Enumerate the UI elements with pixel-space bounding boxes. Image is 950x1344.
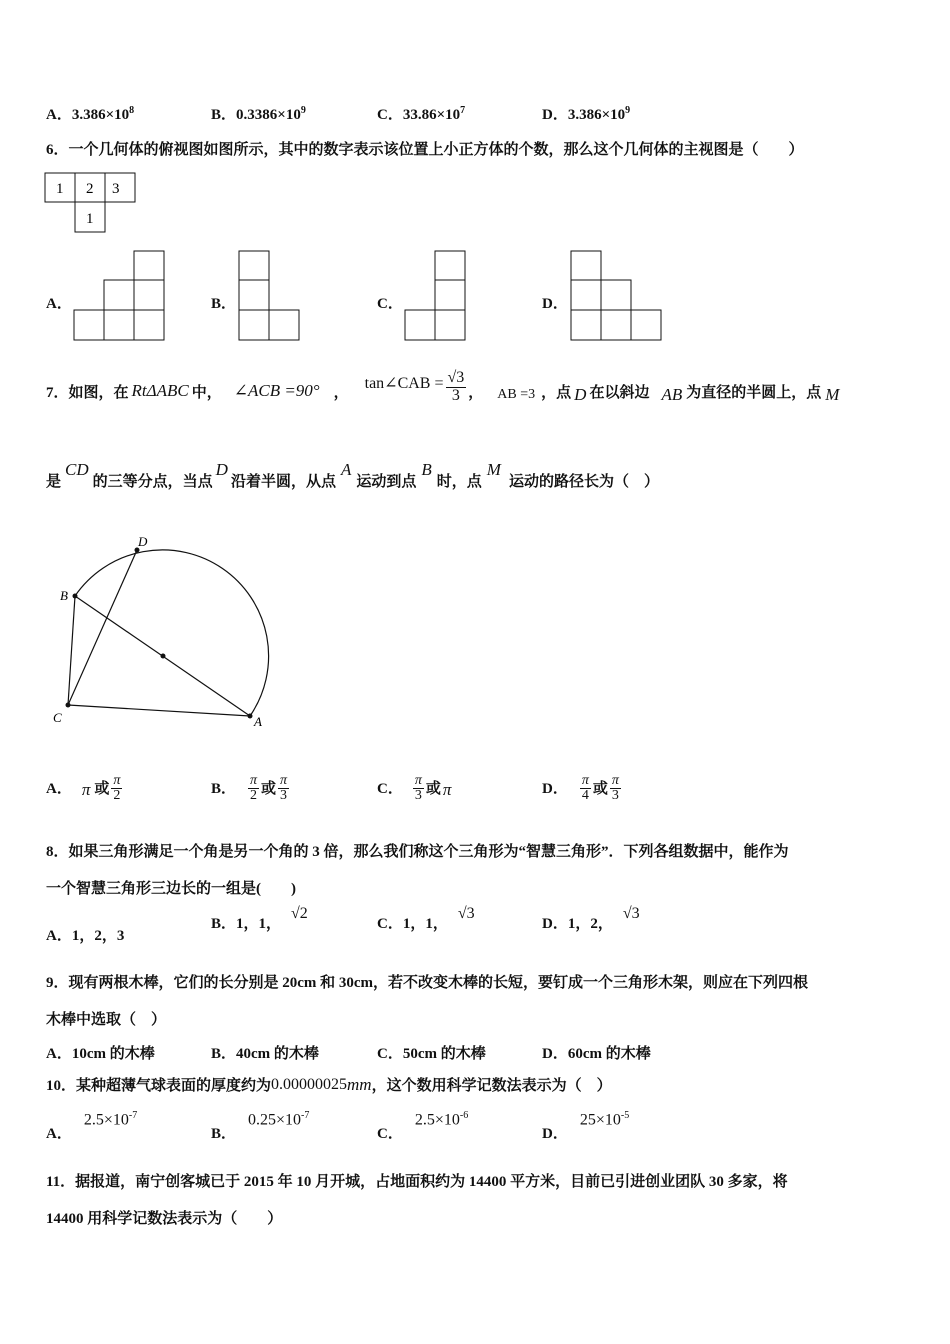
q7-option-c: C． $\frac{\pi}{3}$ 或 π bbox=[377, 772, 452, 804]
label-c: C bbox=[53, 710, 62, 725]
q9-stem-line2: 木棒中选取（ ） bbox=[46, 1012, 167, 1028]
q6-label-b: B． bbox=[211, 296, 237, 312]
q8-option-a: A．1，2，3 bbox=[46, 928, 125, 944]
q10-option-b: B． $0.25\times 10^{-7}$ bbox=[211, 1110, 310, 1142]
side-bc bbox=[68, 596, 75, 705]
label-d: D bbox=[138, 534, 148, 549]
q6-option-b-figure bbox=[238, 250, 300, 342]
q8-option-c: C．1，1， √3 bbox=[377, 905, 475, 932]
label-b: B bbox=[60, 588, 68, 603]
q9-stem-line1: 9．现有两根木棒，它们的长分别是 20cm 和 30cm，若不改变木棒的长短，要钉成一个三角形木架，则应在下列四根 bbox=[46, 975, 809, 991]
q8-stem-line1: 8．如果三角形满足一个角是另一个角的 3 倍，那么我们称这个三角形为“智慧三角形”．下列各组数据中，能作为 bbox=[46, 844, 789, 860]
q5-option-a: A．$3.386\times 10^8$ bbox=[46, 105, 135, 123]
grid-cell-4: 1 bbox=[86, 211, 94, 227]
q10-option-c: C． $2.5\times 10^{-6}$ bbox=[377, 1110, 469, 1142]
q9-option-d: D．60cm 的木棒 bbox=[542, 1046, 651, 1062]
q5-option-d: D．$3.386\times 10^9$ bbox=[542, 105, 631, 123]
q6-option-c-figure bbox=[404, 250, 466, 342]
q6-option-a-figure bbox=[73, 250, 165, 342]
grid-cell-3: 3 bbox=[112, 181, 120, 197]
q6-label-a: A． bbox=[46, 296, 72, 312]
label-a: A bbox=[254, 714, 262, 729]
q7-stem-line2: 是 CD 的三等分点，当点 D 沿着半圆，从点 A 运动到点 B 时，点 M 运动的路径长为（ ） bbox=[46, 460, 659, 490]
q8-option-d: D．1，2， √3 bbox=[542, 905, 640, 932]
q7-stem-line1: 7．如图，在 RtΔABC 中， ∠ACB =90° ， tan∠CAB = $\frac{√3}{3}$ ， AB =3 ，点 D 在以斜边 AB 为直径的半圆上，点 M bbox=[46, 368, 840, 404]
q5-option-b: B．$0.3386\times 10^9$ bbox=[211, 105, 306, 123]
q6-top-view-grid bbox=[44, 172, 136, 234]
q7-geometry-figure bbox=[44, 530, 284, 735]
q6-label-d: D． bbox=[542, 296, 568, 312]
segment-cd bbox=[68, 550, 137, 705]
q11-stem-line1: 11．据报道，南宁创客城已于 2015 年 10 月开城，占地面积约为 14400 平方米，目前已引进创业团队 30 多家，将 bbox=[46, 1174, 788, 1190]
grid-cell-2: 2 bbox=[86, 181, 94, 197]
q10-option-d: D． $25\times 10^{-5}$ bbox=[542, 1110, 630, 1142]
grid-cell-1: 1 bbox=[56, 181, 64, 197]
q8-option-b: B．1，1， √2 bbox=[211, 905, 308, 932]
q7-option-d: D． $\frac{\pi}{4}$ 或 $\frac{\pi}{3}$ bbox=[542, 772, 619, 804]
side-ca bbox=[68, 705, 250, 716]
q10-stem: 10．某种超薄气球表面的厚度约为 0.00000025 mm ，这个数用科学记数法表示为（ ） bbox=[46, 1074, 612, 1094]
q9-option-c: C．50cm 的木棒 bbox=[377, 1046, 486, 1062]
q11-stem-line2: 14400 用科学记数法表示为（ ） bbox=[46, 1211, 283, 1227]
semicircle-arc bbox=[75, 550, 269, 716]
q6-option-d-figure bbox=[570, 250, 662, 342]
q7-option-b: B． $\frac{\pi}{2}$ 或 $\frac{\pi}{3}$ bbox=[211, 772, 288, 804]
q5-option-c: C．$33.86\times 10^7$ bbox=[377, 105, 466, 123]
q6-stem: 6．一个几何体的俯视图如图所示，其中的数字表示该位置上小正方体的个数，那么这个几何体的主视图是（ ） bbox=[46, 142, 804, 158]
q6-label-c: C． bbox=[377, 296, 403, 312]
q10-option-a: A． $2.5\times 10^{-7}$ bbox=[46, 1110, 138, 1142]
q9-option-b: B．40cm 的木棒 bbox=[211, 1046, 319, 1062]
q7-option-a: A． π 或 $\frac{\pi}{2}$ bbox=[46, 772, 121, 804]
q8-stem-line2: 一个智慧三角形三边长的一组是( ) bbox=[46, 881, 296, 897]
q9-option-a: A．10cm 的木棒 bbox=[46, 1046, 155, 1062]
